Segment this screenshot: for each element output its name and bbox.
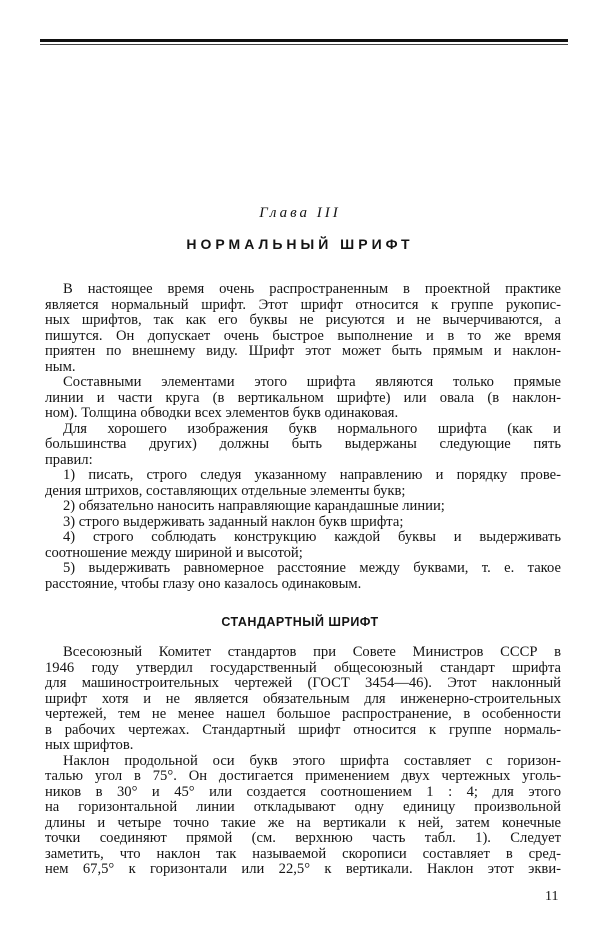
text-line: ных шрифтов. [45, 737, 134, 753]
text-line: заметить, что наклон так называемой скорописи составляет в сред- [45, 845, 561, 862]
page-number: 11 [545, 889, 559, 904]
paragraph [45, 515, 561, 531]
text-line: 1) писать, строго следуя указанному направлению и порядку прове- [63, 467, 561, 483]
text-line: Всесоюзный Комитет стандартов при Совете Министров СССР в [63, 644, 561, 660]
text-line: Составными элементами этого шрифта являются только прямые [63, 374, 561, 390]
text-line: дения штрихов, составляющих отдельные элементы букв; [45, 482, 406, 499]
paragraph [45, 561, 561, 592]
text-line: чертежей, тем не менее нашел большое распространение, в особенности [45, 706, 561, 722]
text-line: талью угол в 75°. Он достигается применением двух чертежных уголь- [45, 768, 561, 784]
section-heading: СТАНДАРТНЫЙ ШРИФТ [221, 615, 379, 629]
text-line: правил: [45, 451, 93, 468]
text-line: линии и части круга (в вертикальном шрифте) или овала (в наклон- [45, 389, 561, 406]
text-line: ным. [45, 358, 76, 375]
text-line: шрифт хотя и не является обязательным для инженерно-строительных [45, 690, 561, 707]
text-line: расстояние, чтобы глазу оно казалось одинаковым. [45, 575, 362, 592]
text-line: Наклон продольной оси букв этого шрифта составляет с горизон- [63, 752, 561, 769]
text-line: ном). Толщина обводки всех элементов букв одинаковая. [45, 405, 399, 421]
text-line: точки соединяют прямой (см. верхнюю часть табл. 1). Следует [45, 830, 561, 846]
text-line: ников в 30° и 45° или создается соотношением 1 : 4; для этого [45, 783, 561, 800]
text-line: длины и четыре точно такие же на вертикали к ней, затем конечные [45, 814, 561, 831]
chapter-label: Глава III [259, 205, 341, 221]
text-line: 2) обязательно наносить направляющие карандашные линии; [63, 498, 445, 514]
chapter-title: НОРМАЛЬНЫЙ ШРИФТ [186, 236, 414, 252]
paragraph [45, 754, 561, 878]
text-line: Для хорошего изображения букв нормального шрифта (как и [63, 420, 561, 437]
text-line: на горизонтальной линии откладывают одну единицу произвольной [45, 799, 561, 815]
text-line: соотношение между шириной и высотой; [45, 544, 303, 561]
text-line: является нормальный шрифт. Этот шрифт относится к группе рукопис- [45, 296, 561, 313]
top-rule-thin [40, 44, 568, 45]
text-line: пишутся. Он допускает очень быстрое выполнение и в то же время [45, 327, 561, 344]
text-line: для машиностроительных чертежей (ГОСТ 3454—46). Этот наклонный [45, 675, 561, 691]
text-line: 5) выдерживать равномерное расстояние между буквами, т. е. такое [63, 560, 561, 576]
paragraph [45, 645, 561, 754]
section-normal-font-body [45, 282, 561, 592]
paragraph [45, 468, 561, 499]
text-line: 3) строго выдерживать заданный наклон букв шрифта; [63, 513, 404, 530]
text-line: 4) строго соблюдать конструкцию каждой буквы и выдерживать [63, 529, 561, 545]
section-standard-font-body [45, 645, 561, 878]
text-line: В настоящее время очень распространенным в проектной практике [63, 281, 561, 297]
paragraph [45, 499, 561, 515]
text-line: большинства других) должны быть выдержаны следующие пять [45, 436, 561, 452]
paragraph [45, 375, 561, 422]
text-line: приятен по внешнему виду. Шрифт этот может быть прямым и наклон- [45, 343, 561, 359]
paragraph [45, 530, 561, 561]
text-line: нем 67,5° к горизонтали или 22,5° к вертикали. Наклон этот экви- [45, 861, 561, 877]
paragraph [45, 422, 561, 469]
paragraph [45, 282, 561, 375]
text-line: ных шрифтов, так как его буквы не рисуются и не вычерчиваются, а [45, 312, 561, 328]
text-line: в рабочих чертежах. Стандартный шрифт относится к группе нормаль- [45, 721, 561, 738]
top-rule [40, 39, 568, 42]
text-line: 1946 году утвердил государственный общесоюзный стандарт шрифта [45, 659, 561, 676]
